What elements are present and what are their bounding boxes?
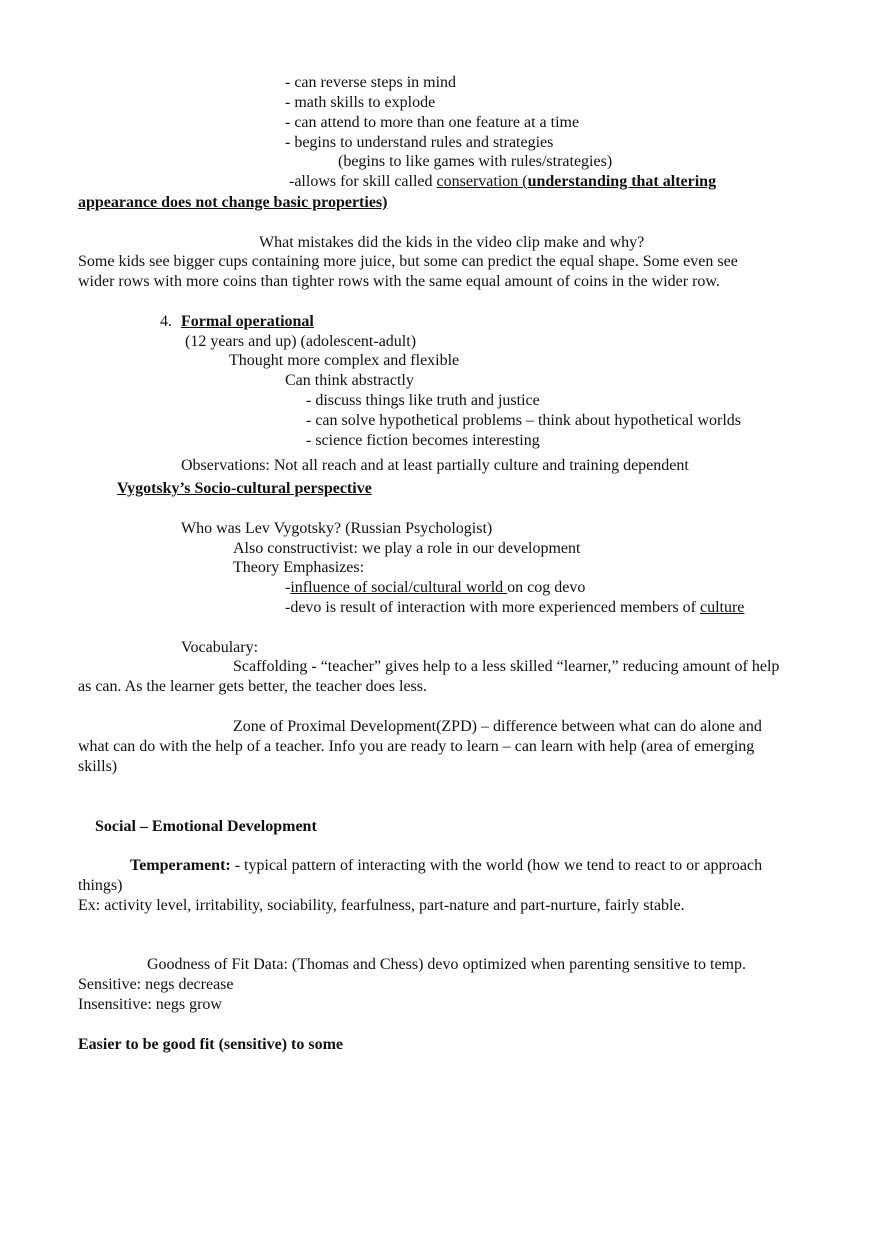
vygotsky-heading: Vygotsky’s Socio-cultural perspective [117,480,372,497]
conservation-paren: ( [522,173,528,190]
influence-rest: on cog devo [507,579,586,596]
influence-underlined: influence of social/cultural world [290,579,508,596]
video-answer-line-2: wider rows with more coins than tighter rows with the same equal amount of coins in the wider row. [78,273,720,290]
easier-fit-line: Easier to be good fit (sensitive) to some [78,1036,343,1053]
vygotsky-who: Who was Lev Vygotsky? (Russian Psychologist) [181,520,493,537]
video-answer-line-1: Some kids see bigger cups containing more juice, but some can predict the equal shape. Some even see [78,253,738,270]
goodness-of-fit: Goodness of Fit Data: (Thomas and Chess) devo optimized when parenting sensitive to temp. [147,956,746,973]
conservation-definition-a: understanding that altering [527,173,717,190]
temperament-line-1 [130,856,762,876]
vygotsky-emphasizes: Theory Emphasizes: [233,559,365,576]
list-item: - can solve hypothetical problems – think about hypothetical worlds [306,412,742,429]
list-item: - discuss things like truth and justice [306,392,540,409]
vygotsky-devo [285,598,744,618]
scaffolding-line-2: as can. As the learner gets better, the teacher does less. [78,678,427,695]
zpd-line-1: Zone of Proximal Development(ZPD) – difference between what can do alone and [233,718,762,735]
list-item: - can reverse steps in mind [285,74,457,91]
vocab-label: Vocabulary: [181,639,259,656]
list-item: - science fiction becomes interesting [306,432,540,449]
formal-title: Formal operational [181,313,314,330]
influence-dash: - [285,579,291,596]
conservation-term: conservation [436,173,523,190]
list-item: - can attend to more than one feature at a time [285,114,580,131]
list-item: - begins to understand rules and strategies [285,134,554,151]
conservation-prefix: -allows for skill called [289,173,437,190]
vygotsky-influence [285,578,585,598]
insensitive-line: Insensitive: negs grow [78,996,222,1013]
temperament-example: Ex: activity level, irritability, sociability, fearfulness, part-nature and part-nurture, fairly stable. [78,897,685,914]
formal-number: 4. [160,313,172,330]
temperament-label: Temperament: [130,857,231,874]
list-item: - math skills to explode [285,94,436,111]
formal-abstract: Can think abstractly [285,372,414,389]
vygotsky-constructivist: Also constructivist: we play a role in our development [233,540,581,557]
formal-age: (12 years and up) (adolescent-adult) [185,333,417,350]
formal-observations: Observations: Not all reach and at least partially culture and training dependent [181,457,689,474]
games-note: (begins to like games with rules/strategies) [338,153,613,170]
formal-thought: Thought more complex and flexible [229,352,460,369]
devo-culture: culture [699,599,745,616]
conservation-line [289,172,716,192]
zpd-line-3: skills) [78,758,118,775]
social-heading: Social – Emotional Development [95,818,317,835]
devo-text: -devo is result of interaction with more experienced members of [285,599,700,616]
sensitive-line: Sensitive: negs decrease [78,976,234,993]
temperament-text: - typical pattern of interacting with the world (how we tend to react to or approach [230,857,763,874]
scaffolding-line-1: Scaffolding - “teacher” gives help to a less skilled “learner,” reducing amount of help [233,658,780,675]
temperament-line-2: things) [78,877,123,894]
video-question: What mistakes did the kids in the video clip make and why? [259,234,645,251]
zpd-line-2: what can do with the help of a teacher. Info you are ready to learn – can learn with help (area of emerging [78,738,755,755]
conservation-definition-b: appearance does not change basic properties) [78,194,388,211]
